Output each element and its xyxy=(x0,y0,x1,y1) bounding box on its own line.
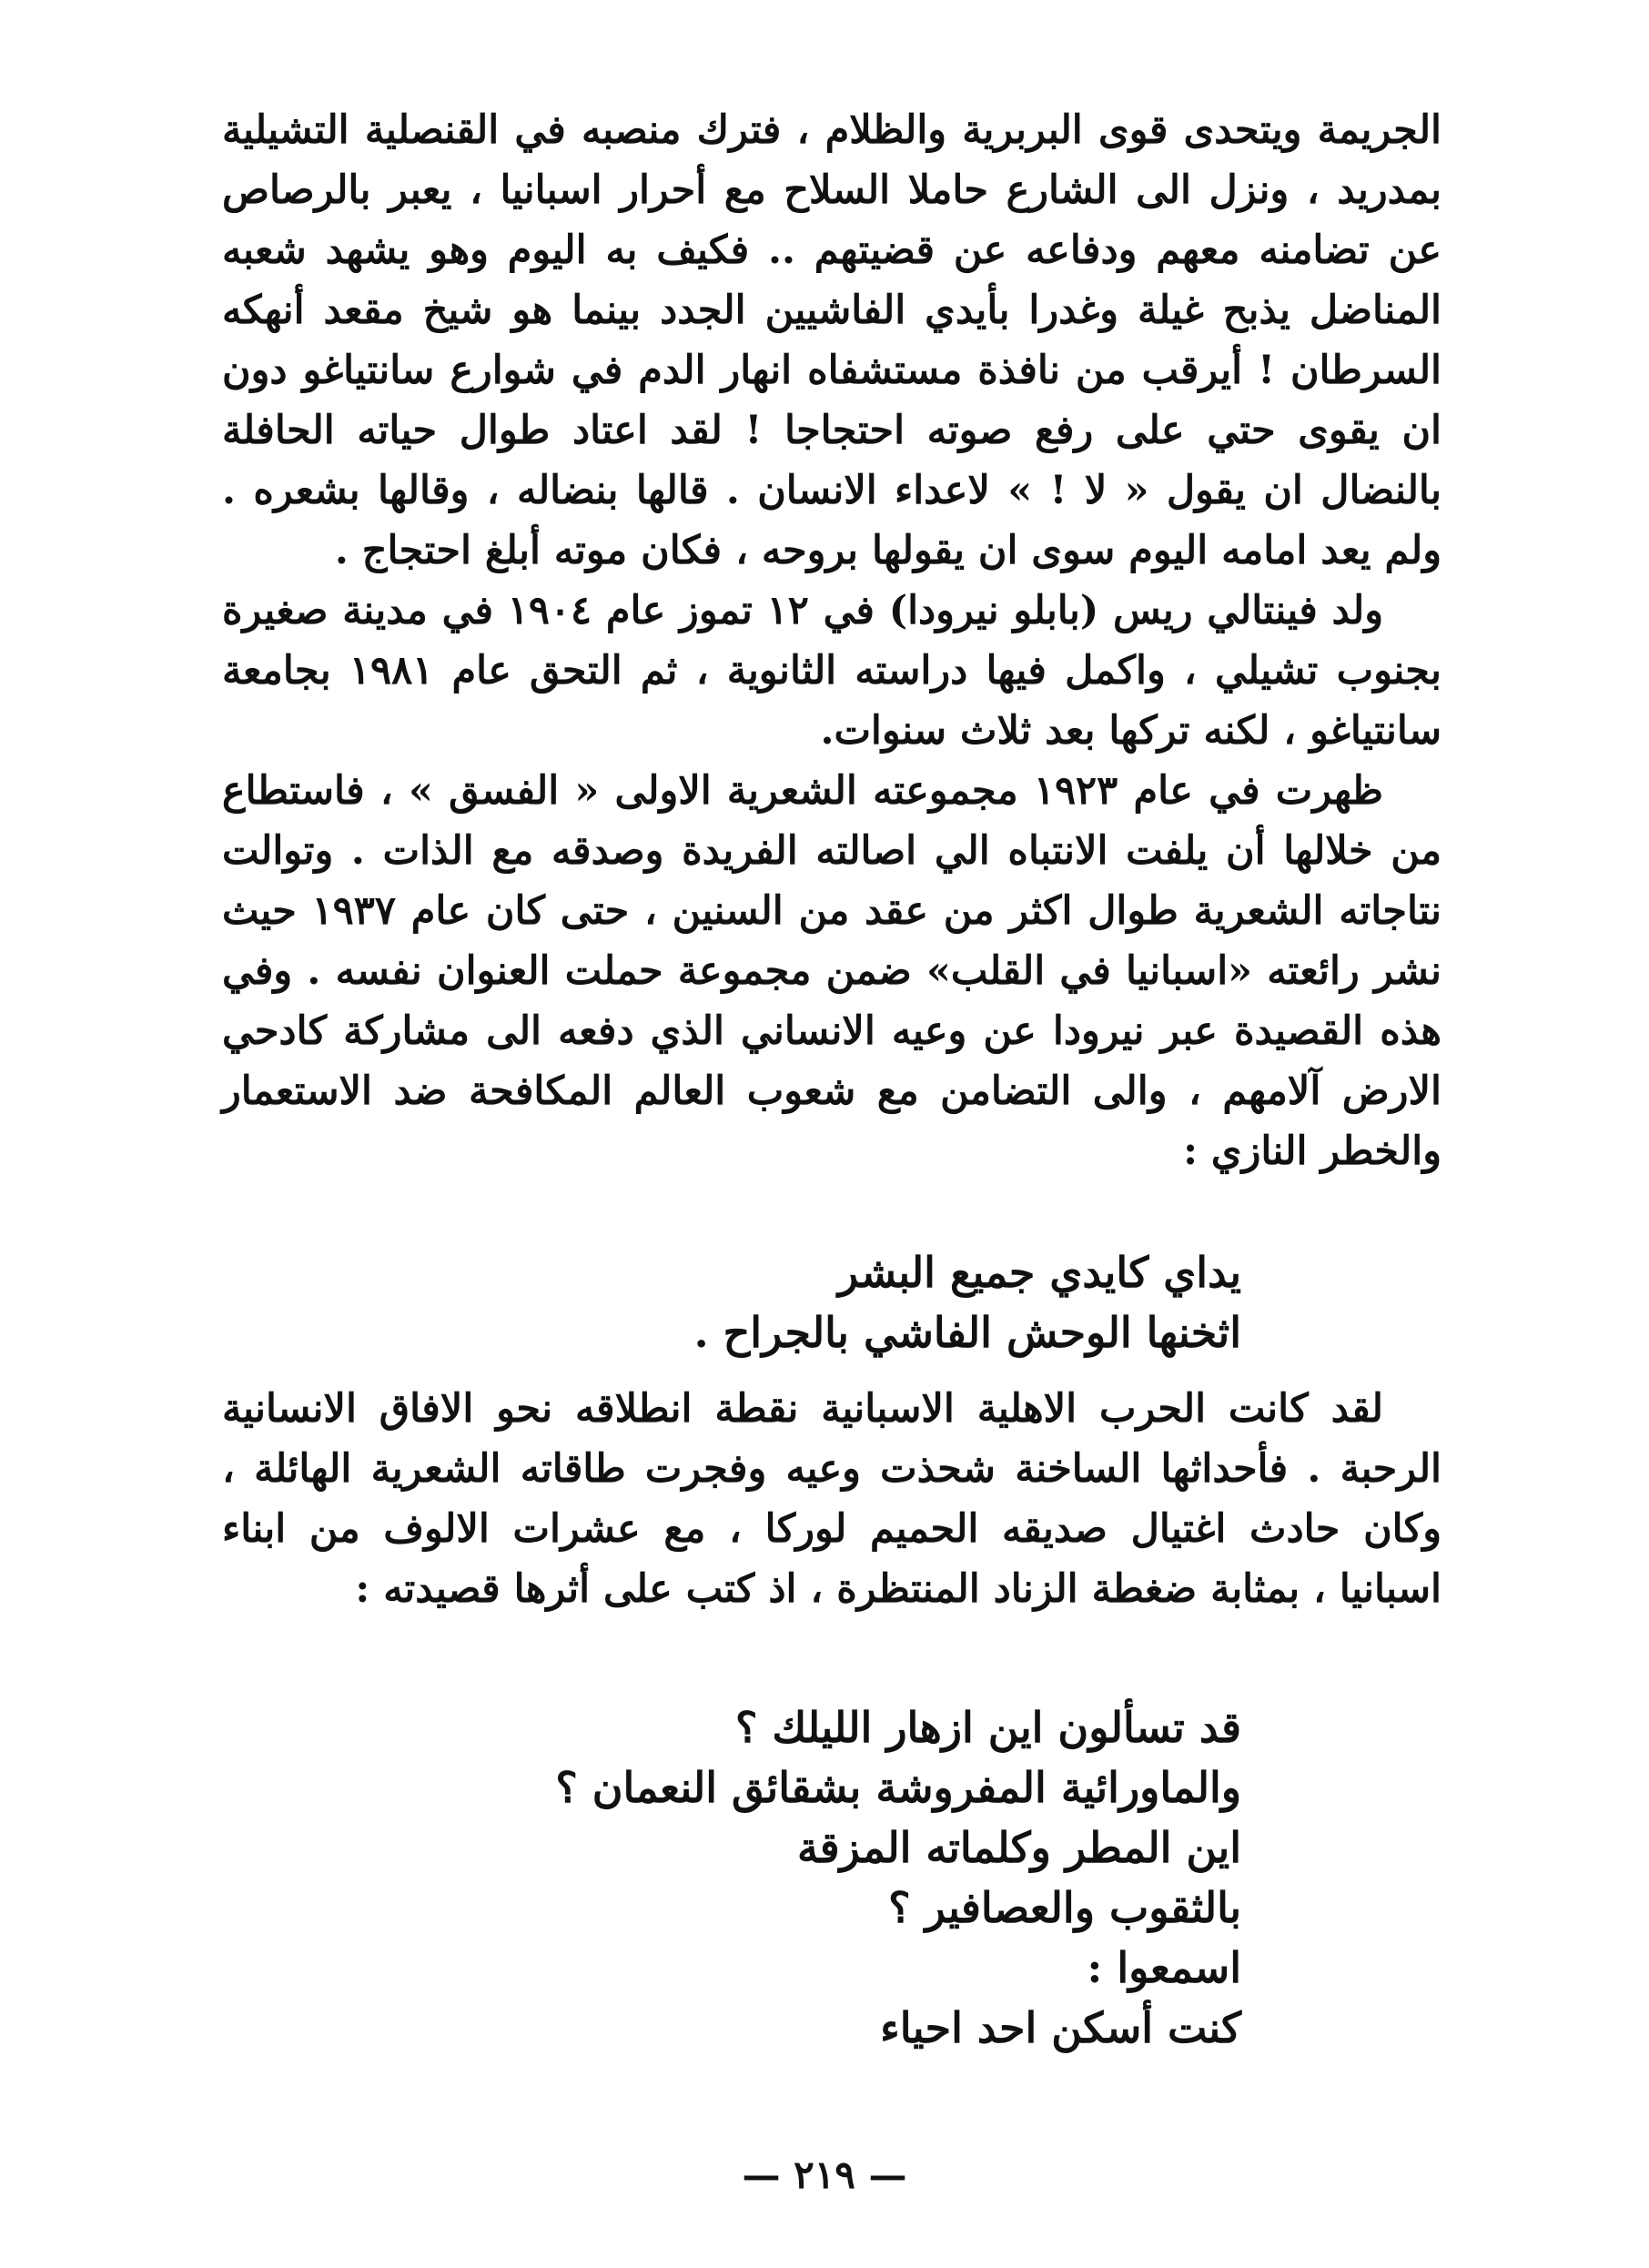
poem-line: بالثقوب والعصافير ؟ xyxy=(888,1883,1241,1932)
poem-line: اين المطر وكلماته المزقة xyxy=(797,1823,1241,1872)
poem-line: اثخنها الوحش الفاشي بالجراح . xyxy=(693,1308,1241,1357)
paragraph-continuation: الجريمة ويتحدى قوى البربرية والظلام ، فترك منصبه في القنصلية التشيلية بمدريد ، ونزل الى الشارع حاملا السلاح مع أحرار اسبانيا ، يعبر بالرصاص عن تضامنه معهم ودفاعه عن قضيتهم .. فكيف به اليوم وهو يشهد شعبه المناضل يذبح غيلة وغدرا بأيدي الفاشيين الجدد بينما هو شيخ مقعد أنهكه السرطان ! أيرقب من نافذة مستشفاه انهار الدم في شوارع سانتياغو دون ان يقوى حتي على رفع صوته احتجاجا ! لقد اعتاد طوال حياته الحافلة بالنضال ان يقول « لا ! » لاعداء الانسان . قالها بنضاله ، وقالها بشعره . ولم يعد امامه اليوم سوى ان يقولها بروحه ، فكان موته أبلغ احتجاج . xyxy=(222,107,1442,573)
poem-excerpt-1 xyxy=(694,1242,1241,1362)
poem-line: يداي كايدي جميع البشر xyxy=(837,1248,1241,1297)
poem-line: اسمعوا : xyxy=(1087,1943,1241,1992)
page-number: — ٢١٩ — xyxy=(742,2152,907,2197)
prose-section-2 xyxy=(222,1379,1442,1619)
paragraph-first-collection: ظهرت في عام ١٩٢٣ مجموعته الشعرية الاولى « الفسق » ، فاستطاع من خلالها أن يلفت الانتباه الي اصالته الفريدة وصدقه مع الذات . وتوالت نتاجاته الشعرية طوال اكثر من عقد من السنين ، حتى كان عام ١٩٣٧ حيث نشر رائعته «اسبانيا في القلب» ضمن مجموعة حملت العنوان نفسه . وفي هذه القصيدة عبر نيرودا عن وعيه الانساني الذي دفعه الى مشاركة كادحي الارض آلامهم ، والى التضامن مع شعوب العالم المكافحة ضد الاستعمار والخطر النازي : xyxy=(222,768,1442,1174)
poem-line: قد تسألون اين ازهار الليلك ؟ xyxy=(734,1703,1241,1752)
paragraph-civil-war: لقد كانت الحرب الاهلية الاسبانية نقطة انطلاقه نحو الافاق الانسانية الرحبة . فأحداثها الساخنة شحذت وعيه وفجرت طاقاته الشعرية الهائلة ، وكان حادث اغتيال صديقه الحميم لوركا ، مع عشرات الالوف من ابناء اسبانيا ، بمثابة ضغطة الزناد المنتظرة ، اذ كتب على أثرها قصيدته : xyxy=(222,1386,1442,1612)
prose-section-1 xyxy=(222,100,1442,1181)
poem-line: والماورائية المفروشة بشقائق النعمان ؟ xyxy=(555,1763,1241,1812)
poem-line: كنت أسكن احد احياء xyxy=(880,2003,1241,2052)
paragraph-biography: ولد فينتالي ريس (بابلو نيرودا) في ١٢ تموز عام ١٩٠٤ في مدينة صغيرة بجنوب تشيلي ، واكمل فيها دراسته الثانوية ، ثم التحق عام ١٩٨١ بجامعة سانتياغو ، لكنه تركها بعد ثلاث سنوات. xyxy=(222,588,1442,754)
poem-excerpt-2 xyxy=(555,1697,1241,2058)
